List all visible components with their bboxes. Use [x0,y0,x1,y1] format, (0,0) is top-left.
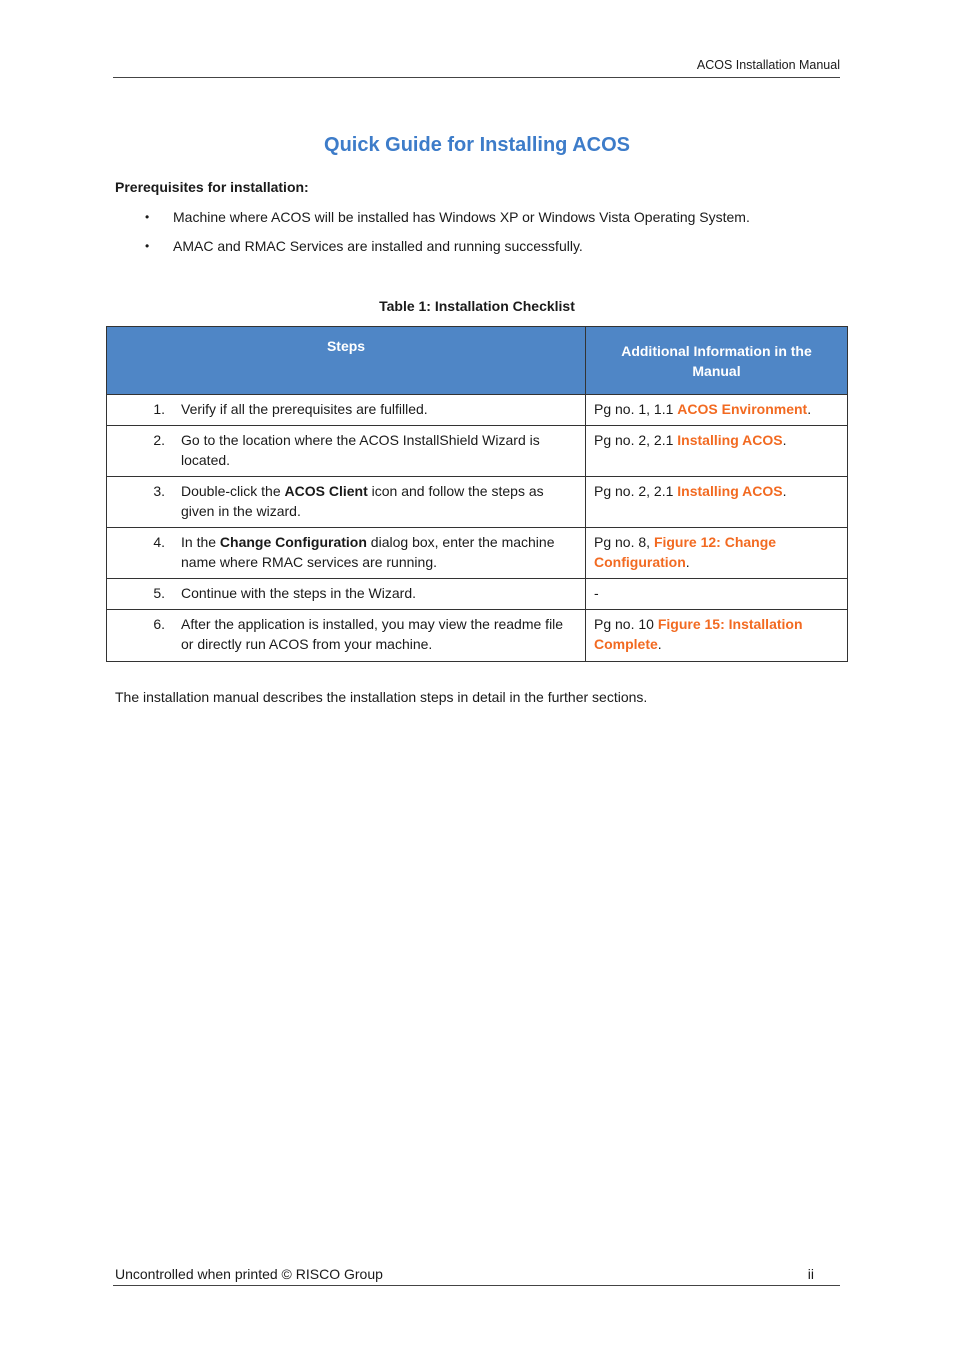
info-cell [586,477,848,528]
list-item [145,237,750,266]
info-prefix: Pg no. 2, 2.1 [594,483,678,499]
step-text-part: Continue with the steps in the Wizard. [181,585,417,601]
step-cell [107,610,586,662]
step-bold-text: ACOS Client [284,483,368,499]
table-row [107,477,848,528]
page-footer [113,1266,840,1286]
step-text [181,532,577,572]
step-number: 6. [153,616,165,632]
info-prefix: - [594,585,599,601]
info-suffix: . [782,483,787,499]
page-header [113,58,840,78]
table-row [107,610,848,662]
step-text-part: icon and follow the steps as given in the wizard. [181,483,544,519]
manual-reference-link[interactable]: Installing ACOS [677,432,783,448]
manual-reference-link[interactable]: Figure 15: Installation Complete [594,616,803,652]
step-text-part: Go to the location where the ACOS InstallShield Wizard is located. [181,432,540,468]
info-column-header: Additional Information in the Manual [586,327,848,395]
table-row [107,528,848,579]
section-title: Quick Guide for Installing ACOS [324,134,630,156]
footer-copyright: Uncontrolled when printed © RISCO Group [115,1266,383,1282]
steps-column-header: Steps [107,327,586,395]
step-text [181,614,577,654]
info-prefix: Pg no. 1, 1.1 [594,401,678,417]
step-number: 4. [153,534,165,550]
step-text-part: In the [181,534,220,550]
step-number: 1. [153,401,165,417]
info-suffix: . [782,432,787,448]
prerequisites-list [145,208,750,266]
info-cell [586,579,848,610]
table-header-row [107,327,848,395]
closing-paragraph: The installation manual describes the installation steps in detail in the further sections. [115,689,648,705]
step-number: 5. [153,585,165,601]
bullet-icon: • [145,239,150,253]
info-cell [586,426,848,477]
list-item-text: Machine where ACOS will be installed has Windows XP or Windows Vista Operating System. [173,209,750,225]
step-cell [107,528,586,579]
table-row [107,395,848,426]
step-bold-text: Change Configuration [219,534,367,550]
step-cell [107,426,586,477]
manual-reference-link[interactable]: Figure 12: Change Configuration [594,534,777,570]
manual-reference-link[interactable]: ACOS Environment [677,401,808,417]
step-cell [107,579,586,610]
step-text-part: Verify if all the prerequisites are fulfilled. [181,401,428,417]
list-item-text: AMAC and RMAC Services are installed and running successfully. [173,238,583,254]
table-row [107,426,848,477]
info-prefix: Pg no. 2, 2.1 [594,432,678,448]
step-cell [107,477,586,528]
table-caption: Table 1: Installation Checklist [379,298,575,314]
step-text-part: After the application is installed, you may view the readme file or directly run ACOS from your machine. [181,616,564,652]
info-suffix: . [657,636,662,652]
info-prefix: Pg no. 8, [594,534,654,550]
bullet-icon: • [145,210,150,224]
step-text-part: Double-click the [181,483,285,499]
step-text [181,399,577,419]
page-number: ii [807,1266,814,1282]
document-title: ACOS Installation Manual [696,58,840,72]
step-cell [107,395,586,426]
info-suffix: . [685,554,690,570]
list-item [145,208,750,237]
step-text [181,481,577,521]
step-text [181,430,577,470]
info-cell [586,395,848,426]
manual-reference-link[interactable]: Installing ACOS [677,483,783,499]
step-number: 2. [153,432,165,448]
installation-checklist-table [106,326,848,662]
step-text-part: dialog box, enter the machine name where RMAC services are running. [181,534,555,570]
info-suffix: . [807,401,812,417]
info-prefix: Pg no. 10 [594,616,658,632]
info-cell [586,610,848,662]
table-row [107,579,848,610]
step-number: 3. [153,483,165,499]
prerequisites-heading: Prerequisites for installation: [115,179,309,195]
info-cell [586,528,848,579]
step-text [181,583,577,603]
